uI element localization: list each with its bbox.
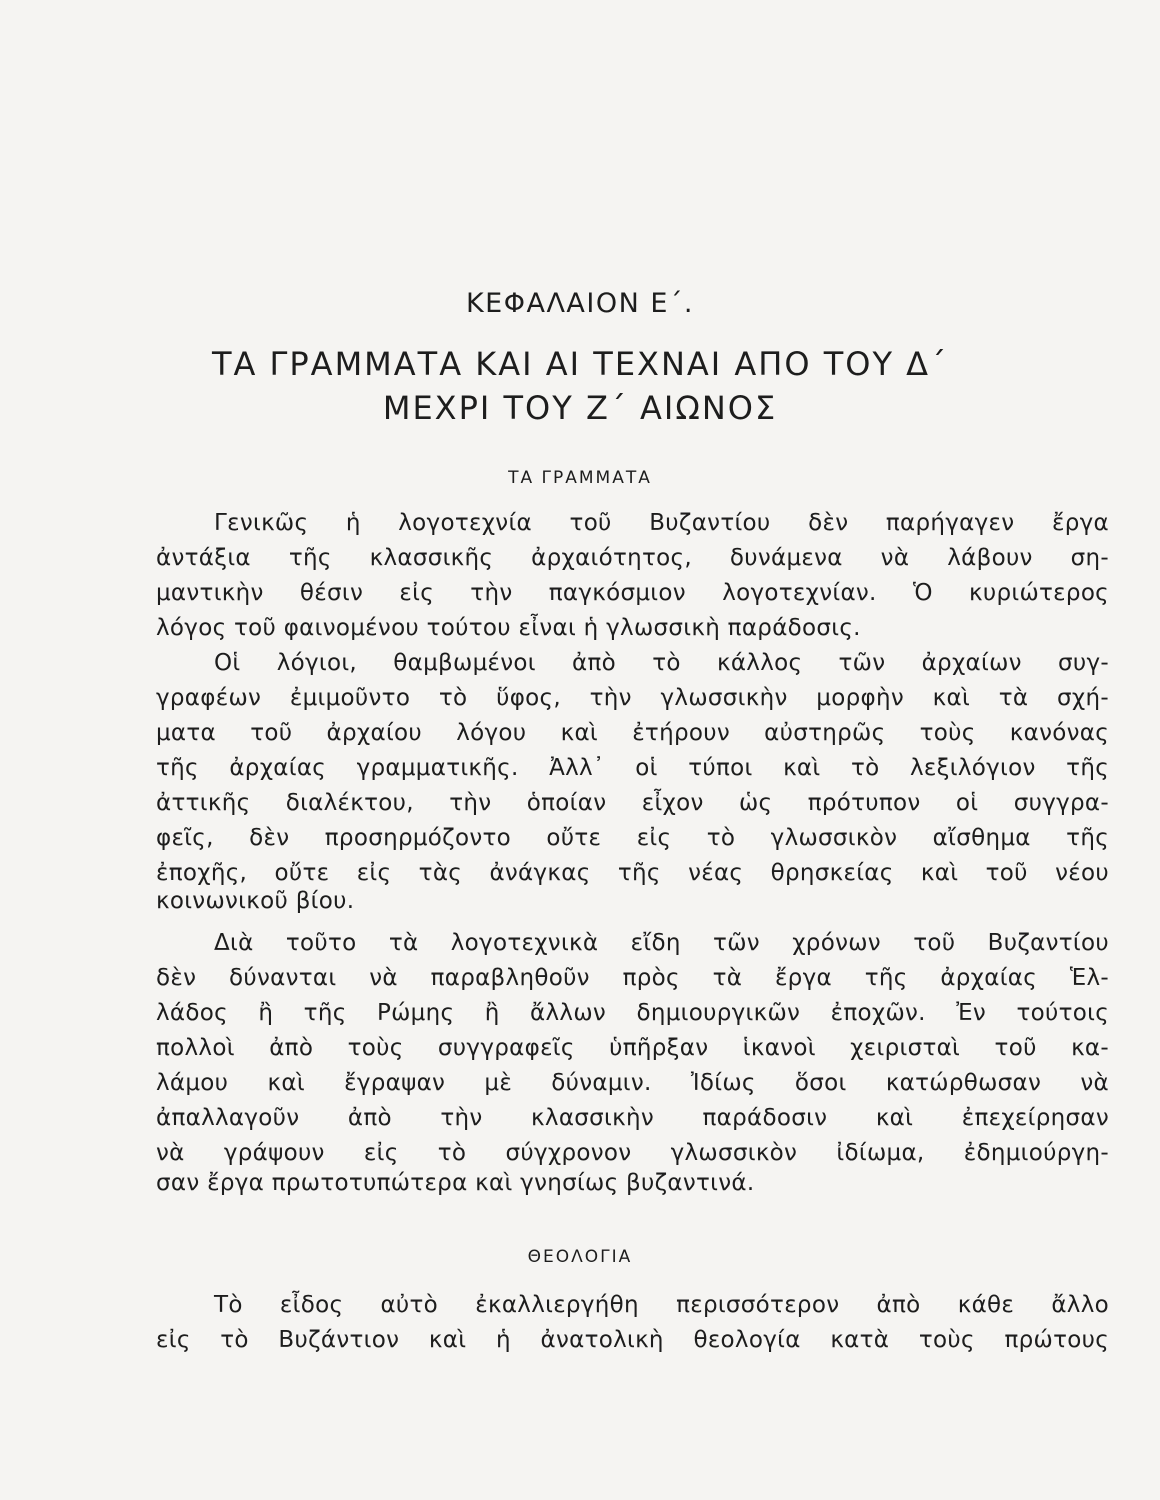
text-line: ἀπαλλαγοῦν ἀπὸ τὴν κλασσικὴν παράδοσιν καὶ ἐπεχείρησαν — [156, 1105, 1109, 1131]
text-line: ματα τοῦ ἀρχαίου λόγου καὶ ἐτήρουν αὐστηρῶς τοὺς κανόνας — [156, 720, 1109, 746]
text-line: πολλοὶ ἀπὸ τοὺς συγγραφεῖς ὑπῆρξαν ἱκανοὶ χειρισταὶ τοῦ κα- — [156, 1035, 1109, 1061]
text-line: δὲν δύνανται νὰ παραβληθοῦν πρὸς τὰ ἔργα τῆς ἀρχαίας Ἑλ- — [156, 965, 1109, 991]
text-line: φεῖς, δὲν προσηρμόζοντο οὔτε εἰς τὸ γλωσσικὸν αἴσθημα τῆς — [156, 825, 1109, 851]
chapter-heading: ΚΕΦΑΛΑΙΟΝ Ε΄. — [465, 288, 695, 319]
text-line: κοινωνικοῦ βίου. — [156, 888, 355, 914]
text-line: Τὸ εἶδος αὐτὸ ἐκαλλιεργήθη περισσότερον ἀπὸ κάθε ἄλλο — [214, 1292, 1109, 1318]
text-line: ἀντάξια τῆς κλασσικῆς ἀρχαιότητος, δυνάμενα νὰ λάβουν ση- — [156, 545, 1109, 571]
text-line: τῆς ἀρχαίας γραμματικῆς. Ἀλλ᾽ οἱ τύποι καὶ τὸ λεξιλόγιον τῆς — [156, 755, 1109, 781]
text-line: ἀττικῆς διαλέκτου, τὴν ὁποίαν εἶχον ὡς πρότυπον οἱ συγγρα- — [156, 790, 1109, 816]
text-line: νὰ γράψουν εἰς τὸ σύγχρονον γλωσσικὸν ἰδίωμα, ἐδημιούργη- — [156, 1140, 1109, 1166]
chapter-title-line-2: ΜΕΧΡΙ ΤΟΥ Ζ΄ ΑΙΩΝΟΣ — [382, 389, 778, 427]
text-line: εἰς τὸ Βυζάντιον καὶ ἡ ἀνατολικὴ θεολογία κατὰ τοὺς πρώτους — [156, 1327, 1109, 1353]
chapter-title-line-1: ΤΑ ΓΡΑΜΜΑΤΑ ΚΑΙ ΑΙ ΤΕΧΝΑΙ ΑΠΟ ΤΟΥ Δ΄ — [211, 345, 949, 383]
text-line: Οἱ λόγιοι, θαμβωμένοι ἀπὸ τὸ κάλλος τῶν ἀρχαίων συγ- — [214, 650, 1109, 676]
text-line: Διὰ τοῦτο τὰ λογοτεχνικὰ εἴδη τῶν χρόνων τοῦ Βυζαντίου — [214, 930, 1109, 956]
text-line: λόγος τοῦ φαινομένου τούτου εἶναι ἡ γλωσσικὴ παράδοσις. — [156, 615, 861, 641]
text-line: Γενικῶς ἡ λογοτεχνία τοῦ Βυζαντίου δὲν παρήγαγεν ἔργα — [214, 510, 1109, 536]
text-line: γραφέων ἐμιμοῦντο τὸ ὕφος, τὴν γλωσσικὴν μορφὴν καὶ τὰ σχή- — [156, 685, 1109, 711]
section-heading-theologia: ΘΕΟΛΟΓΙΑ — [527, 1247, 633, 1267]
text-line: μαντικὴν θέσιν εἰς τὴν παγκόσμιον λογοτεχνίαν. Ὁ κυριώτερος — [156, 580, 1109, 606]
section-heading-grammata: ΤΑ ΓΡΑΜΜΑΤΑ — [508, 468, 652, 488]
text-line: λάμου καὶ ἔγραψαν μὲ δύναμιν. Ἰδίως ὅσοι κατώρθωσαν νὰ — [156, 1070, 1109, 1096]
text-line: σαν ἔργα πρωτοτυπώτερα καὶ γνησίως βυζαντινά. — [156, 1170, 755, 1196]
text-line: ἐποχῆς, οὔτε εἰς τὰς ἀνάγκας τῆς νέας θρησκείας καὶ τοῦ νέου — [156, 860, 1109, 886]
text-line: λάδος ἢ τῆς Ρώμης ἢ ἄλλων δημιουργικῶν ἐποχῶν. Ἐν τούτοις — [156, 1000, 1109, 1026]
